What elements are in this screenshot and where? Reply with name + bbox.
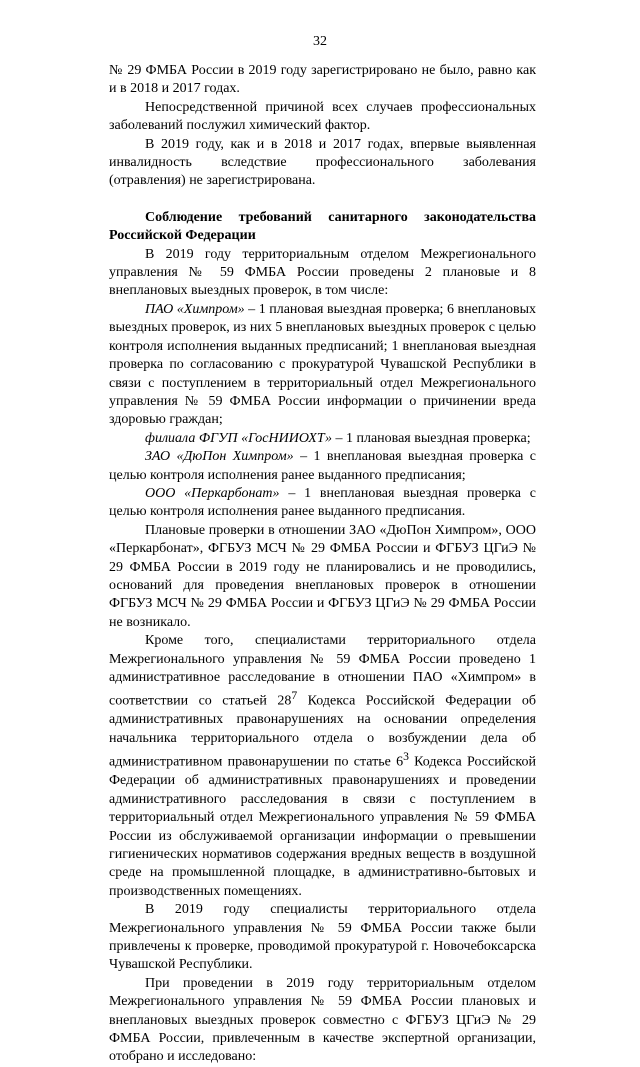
- superscript: 3: [403, 750, 409, 764]
- org-details: – 1 внеплановая выездная проверка с целью контроля исполнения ранее выданного предписания.: [109, 485, 536, 520]
- section-heading: Соблюдение требований санитарного законодательства Российской Федерации: [109, 209, 536, 244]
- org-name: ПАО «Химпром»: [145, 301, 245, 317]
- text-segment: Кроме того, специалистами территориального отдела Межрегионального управления № 59 ФМБА России проведено 1 административное расследование в отношении ПАО «Химпром» в соответствии со статьей 28: [109, 633, 536, 710]
- org-details: – 1 внеплановая выездная проверка с целью контроля исполнения ранее выданного предписания;: [109, 449, 536, 483]
- paragraph-administrative-investigation: [109, 632, 536, 901]
- paragraph-perkarbonat: [109, 485, 536, 522]
- document-body: [109, 62, 536, 1067]
- paragraph-inspections-intro: В 2019 году территориальным отделом Межрегионального управления № 59 ФМБА России проведены 2 плановые и 8 внеплановых выездных проверок, в том числе:: [109, 246, 536, 299]
- paragraph-planned-inspections: Плановые проверки в отношении ЗАО «ДюПон Химпром», ООО «Перкарбонат», ФГБУЗ МСЧ № 29 ФМБА России и ФГБУЗ ЦГиЭ № 29 ФМБА России в 2019 году не планировались и не проводились, оснований для проведения внеплановых проверок в отношении ФГБУЗ МСЧ № 29 ФМБА России и ФГБУЗ ЦГиЭ № 29 ФМБА России не возникало.: [109, 522, 536, 630]
- paragraph-khimprom: [109, 301, 536, 430]
- org-details: – 1 плановая выездная проверка;: [331, 430, 531, 446]
- paragraph-prosecutor-check: В 2019 году специалисты территориального отдела Межрегионального управления № 59 ФМБА России также были привлечены к проверке, проводимой прокуратурой г. Новочебоксарска Чувашской Республики.: [109, 902, 536, 973]
- org-details: – 1 плановая выездная проверка; 6 внеплановых выездных проверок, из них 5 внеплановых выездных проверок с целью контроля исполнения выданных предписаний; 1 внеплановая выездная проверка по согласованию с прокуратурой Чувашской Республики в связи с поступлением в территориальный отдел Межрегионального управления № 59 ФМБА России информации о причинении вреда здоровью граждан;: [109, 301, 536, 428]
- paragraph-continuation: № 29 ФМБА России в 2019 году зарегистрировано не было, равно как и в 2018 и 2017 годах.: [109, 63, 536, 97]
- paragraph-gosniiokht: [109, 430, 536, 448]
- paragraph-cause: Непосредственной причиной всех случаев профессиональных заболеваний послужил химический фактор.: [109, 99, 536, 134]
- page-number: 32: [313, 34, 327, 49]
- paragraph-dupon: [109, 448, 536, 485]
- org-name: ЗАО «ДюПон Химпром»: [145, 449, 294, 465]
- paragraph-disability: В 2019 году, как и в 2018 и 2017 годах, впервые выявленная инвалидность вследствие профессионального заболевания (отравления) не зарегистрирована.: [109, 136, 536, 189]
- org-name: ООО «Перкарбонат»: [145, 485, 280, 501]
- paragraph-samples: При проведении в 2019 году территориальным отделом Межрегионального управления № 59 ФМБА России плановых и внеплановых выездных проверок совместно с ФГБУЗ ЦГиЭ № 29 ФМБА России, привлеченным в качестве экспертной организации, отобрано и исследовано:: [109, 975, 536, 1065]
- text-segment: Кодекса Российской Федерации об административных правонарушениях и проведении административного расследования в связи с поступлением в территориальный отдел Межрегионального управления № 59 ФМБА России из обслуживаемой организации информации о превышении гигиенических нормативов содержания вредных веществ в воздушной среде на промышленной площадке, в административно-бытовых и производственных помещениях.: [109, 754, 537, 899]
- text-segment: Кодекса Российской Федерации об административных правонарушениях на основании определения начальника территориального отдела о возбуждении дела об административном правонарушении по статье 6: [109, 694, 536, 770]
- org-name: филиала ФГУП «ГосНИИОХТ»: [145, 430, 332, 446]
- superscript: 7: [291, 689, 298, 703]
